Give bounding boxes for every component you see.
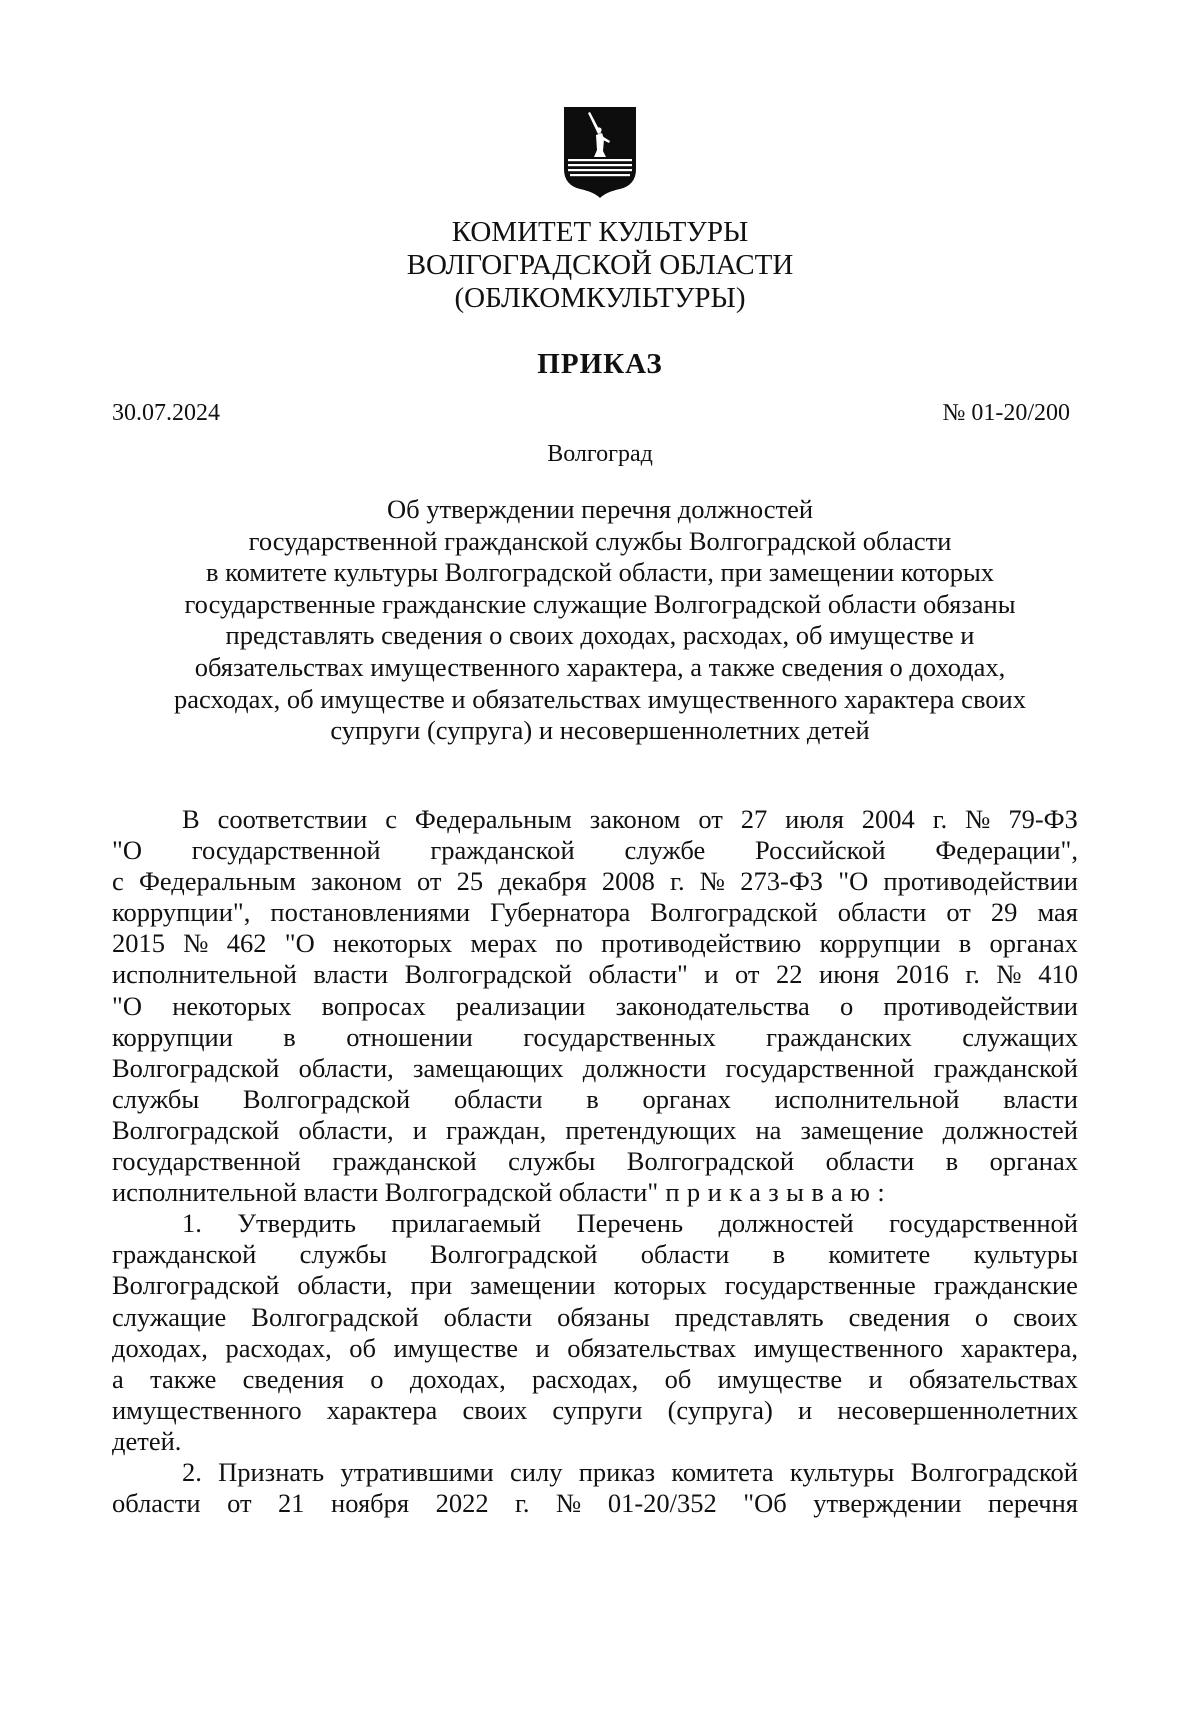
word: своих bbox=[462, 1394, 528, 1425]
word: служащих bbox=[962, 1021, 1078, 1052]
word: на bbox=[755, 1114, 782, 1145]
body-line bbox=[112, 1302, 1078, 1333]
word: г. bbox=[670, 866, 685, 897]
word: соответствии bbox=[217, 804, 368, 834]
body-line bbox=[112, 991, 1078, 1022]
body-line bbox=[112, 1488, 1078, 1519]
word: г. bbox=[515, 1488, 530, 1519]
word: от bbox=[416, 866, 442, 897]
word: "О bbox=[112, 835, 142, 866]
word: коррупции", bbox=[112, 897, 251, 928]
word: 1. bbox=[182, 1208, 202, 1239]
body-line bbox=[112, 804, 1078, 835]
word: "О bbox=[284, 928, 315, 959]
word: 2015 bbox=[112, 928, 165, 959]
word: законом bbox=[589, 804, 681, 834]
word: коррупции bbox=[819, 928, 941, 959]
word: исполнительной bbox=[112, 959, 297, 990]
word: мерах bbox=[470, 928, 538, 959]
body-line bbox=[112, 928, 1078, 959]
word: 273-ФЗ bbox=[740, 866, 824, 897]
body-line bbox=[112, 835, 1078, 866]
body-line bbox=[112, 1022, 1078, 1053]
body-line bbox=[112, 1333, 1078, 1364]
word: Перечень bbox=[576, 1208, 684, 1239]
word: области, bbox=[298, 1052, 394, 1083]
word: Волгоградской bbox=[242, 1083, 411, 1114]
word: 2. bbox=[182, 1456, 202, 1487]
word: 25 bbox=[456, 866, 484, 897]
word: о bbox=[839, 990, 854, 1021]
title-line: представлять сведения о своих доходах, расходах, об имуществе и bbox=[225, 620, 975, 651]
word: Волгоградской bbox=[112, 1270, 280, 1301]
word: исполнительной bbox=[774, 1083, 960, 1114]
word: замещающих bbox=[412, 1052, 564, 1083]
word: Волгоградской bbox=[430, 1239, 598, 1270]
word: 462 bbox=[226, 928, 267, 959]
word: Федеральным bbox=[414, 804, 572, 834]
word: также bbox=[150, 1363, 217, 1394]
body-line bbox=[112, 1457, 1078, 1488]
word: 2022 bbox=[435, 1488, 489, 1519]
organization-name bbox=[0, 216, 1200, 315]
word: комитете bbox=[828, 1239, 931, 1270]
word: приказ bbox=[578, 1456, 656, 1487]
word: государственной bbox=[191, 835, 381, 866]
word: мая bbox=[1037, 897, 1078, 928]
word: государственной bbox=[889, 1208, 1078, 1239]
body-line bbox=[112, 1084, 1078, 1115]
word: имущественного bbox=[112, 1394, 302, 1425]
word: в bbox=[958, 928, 972, 959]
word: должностей bbox=[942, 1114, 1078, 1145]
word: Федеральным bbox=[138, 866, 296, 897]
body-line bbox=[112, 1115, 1078, 1146]
word: 01-20/352 bbox=[607, 1488, 717, 1519]
word: гражданской bbox=[933, 1052, 1078, 1083]
word: должностей bbox=[718, 1208, 854, 1239]
word: гражданские bbox=[933, 1270, 1078, 1301]
word: утратившими bbox=[340, 1456, 494, 1487]
word: сведения bbox=[242, 1363, 344, 1394]
word: противодействию bbox=[601, 928, 802, 959]
word: области bbox=[825, 1146, 915, 1177]
word: 410 bbox=[1038, 959, 1078, 990]
word: расходах, bbox=[225, 1332, 332, 1363]
word: государственной bbox=[725, 1052, 915, 1083]
word: июля bbox=[785, 804, 844, 834]
word: отношении bbox=[346, 1021, 473, 1052]
title-line: обязательствах имущественного характера, а также сведения о доходах, bbox=[194, 651, 1006, 682]
body-line bbox=[112, 1270, 1078, 1301]
word: Волгоградской bbox=[626, 1146, 795, 1177]
word: области bbox=[443, 1301, 533, 1332]
document-body bbox=[112, 804, 1078, 1519]
word: 21 bbox=[278, 1488, 305, 1519]
word: службы bbox=[112, 1083, 200, 1114]
word: от bbox=[698, 804, 723, 834]
word: с bbox=[385, 804, 398, 834]
word: своих bbox=[1013, 1301, 1078, 1332]
word: постановлениями bbox=[270, 897, 471, 928]
word: гражданской bbox=[332, 1146, 477, 1177]
word: В bbox=[182, 804, 200, 834]
word: области, bbox=[297, 1270, 393, 1301]
word: прилагаемый bbox=[391, 1208, 542, 1239]
coat-of-arms-emblem bbox=[562, 105, 638, 199]
word: Утвердить bbox=[237, 1208, 356, 1239]
word: об bbox=[349, 1332, 376, 1363]
word: государственных bbox=[523, 1021, 716, 1052]
word: от bbox=[227, 1488, 252, 1519]
word: государственные bbox=[724, 1270, 916, 1301]
word: в bbox=[945, 1146, 959, 1177]
word: службы bbox=[508, 1146, 596, 1177]
word: культуры bbox=[973, 1239, 1078, 1270]
word: некоторых bbox=[333, 928, 453, 959]
word: 2004 bbox=[861, 804, 915, 834]
word: власти bbox=[1003, 1083, 1078, 1114]
word: области bbox=[453, 1083, 543, 1114]
word: Российской bbox=[755, 835, 886, 866]
word: которых bbox=[613, 1270, 707, 1301]
org-line: ВОЛГОГРАДСКОЙ ОБЛАСТИ bbox=[406, 249, 794, 281]
word: "О bbox=[112, 990, 142, 1021]
word: противодействии bbox=[883, 866, 1078, 897]
word: гражданской bbox=[430, 835, 575, 866]
title-line: в комитете культуры Волгоградской области, при замещении которых bbox=[205, 557, 995, 588]
word: органах bbox=[989, 928, 1078, 959]
word: характера, bbox=[960, 1332, 1078, 1363]
word: гражданских bbox=[766, 1021, 912, 1052]
word: в bbox=[772, 1239, 786, 1270]
word: должности bbox=[582, 1052, 707, 1083]
word: коррупции bbox=[112, 1021, 233, 1052]
word: по bbox=[555, 928, 583, 959]
word: Губернатора bbox=[490, 897, 631, 928]
word: законодательства bbox=[615, 990, 810, 1021]
word: Федерации", bbox=[935, 835, 1078, 866]
word: о bbox=[974, 1301, 989, 1332]
word: вопросах bbox=[321, 990, 426, 1021]
word: области" bbox=[588, 959, 688, 990]
word: г. bbox=[932, 804, 948, 834]
body-line bbox=[112, 1395, 1078, 1426]
word: противодействии bbox=[883, 990, 1078, 1021]
body-line bbox=[112, 1208, 1078, 1239]
title-line: Об утверждении перечня должностей bbox=[386, 494, 814, 524]
word: о bbox=[370, 1363, 384, 1394]
word: при bbox=[410, 1270, 453, 1301]
word: в bbox=[586, 1083, 599, 1114]
word: Волгоградской bbox=[251, 1301, 419, 1332]
word: декабря bbox=[498, 866, 587, 897]
org-line: (ОБЛКОМКУЛЬТУРЫ) bbox=[454, 282, 746, 314]
body-line bbox=[112, 959, 1078, 990]
word: а bbox=[112, 1363, 124, 1394]
word: г. bbox=[965, 959, 980, 990]
word: характера bbox=[326, 1394, 438, 1425]
word: реализации bbox=[455, 990, 586, 1021]
body-line bbox=[112, 897, 1078, 928]
word: и bbox=[535, 1332, 550, 1363]
word: № bbox=[996, 959, 1022, 990]
word: 2016 bbox=[895, 959, 949, 990]
item1-last-line: детей. bbox=[112, 1425, 182, 1456]
word: обязательствах bbox=[908, 1363, 1078, 1394]
word: культуры bbox=[789, 1456, 895, 1487]
word: 2008 bbox=[601, 866, 655, 897]
word: Волгоградской bbox=[112, 1052, 280, 1083]
body-line bbox=[112, 1177, 1078, 1208]
word: и bbox=[798, 1394, 813, 1425]
word: сведения bbox=[848, 1301, 950, 1332]
word: расходах, bbox=[532, 1363, 639, 1394]
order-word: приказываю: bbox=[665, 1177, 893, 1208]
word: Волгоградской bbox=[404, 959, 572, 990]
word: № bbox=[699, 866, 726, 897]
word: замещении bbox=[470, 1270, 596, 1301]
word: комитета bbox=[671, 1456, 774, 1487]
word: службы bbox=[299, 1239, 387, 1270]
org-line: КОМИТЕТ КУЛЬТУРЫ bbox=[451, 216, 749, 248]
document-number: № 01-20/200 bbox=[942, 400, 1070, 426]
word: обязаны bbox=[557, 1301, 650, 1332]
document-city: Волгоград bbox=[547, 441, 653, 467]
word: силу bbox=[510, 1456, 563, 1487]
title-line: расходах, об имуществе и обязательствах имущественного характера своих bbox=[174, 683, 1026, 714]
word: Признать bbox=[218, 1456, 325, 1487]
document-type: ПРИКАЗ bbox=[537, 348, 663, 380]
word: области bbox=[112, 1488, 201, 1519]
word: Волгоградской bbox=[910, 1456, 1078, 1487]
word: доходах, bbox=[112, 1332, 208, 1363]
word: утверждении bbox=[813, 1488, 962, 1519]
word: 79-ФЗ bbox=[1008, 804, 1078, 834]
word: законом bbox=[311, 866, 402, 897]
word: имуществе bbox=[393, 1332, 518, 1363]
document-title bbox=[0, 494, 1200, 747]
word: № bbox=[556, 1488, 582, 1519]
word: представлять bbox=[674, 1301, 824, 1332]
word: несовершеннолетних bbox=[837, 1394, 1078, 1425]
word: 27 bbox=[740, 804, 768, 834]
word: 29 bbox=[990, 897, 1018, 928]
title-line: государственные гражданские служащие Волгоградской области обязаны bbox=[184, 588, 1016, 619]
word: "О bbox=[838, 866, 869, 897]
word: некоторых bbox=[172, 990, 292, 1021]
word: области, bbox=[298, 1114, 394, 1145]
word: июня bbox=[819, 959, 880, 990]
word: государственной bbox=[112, 1146, 301, 1177]
word: и bbox=[868, 1363, 883, 1394]
word: от bbox=[735, 959, 760, 990]
word: (супруга) bbox=[667, 1394, 773, 1425]
word: доходах, bbox=[409, 1363, 506, 1394]
body-line bbox=[112, 1426, 1078, 1457]
word: супруги bbox=[552, 1394, 643, 1425]
body-line bbox=[112, 1239, 1078, 1270]
word: Волгоградской bbox=[112, 1114, 280, 1145]
word: власти bbox=[313, 959, 389, 990]
body-line bbox=[112, 1053, 1078, 1084]
word: замещение bbox=[800, 1114, 924, 1145]
word: перечня bbox=[987, 1488, 1078, 1519]
word: граждан, bbox=[446, 1114, 547, 1145]
word: об bbox=[664, 1363, 692, 1394]
word: гражданской bbox=[112, 1239, 257, 1270]
word: службе bbox=[624, 835, 706, 866]
word: области bbox=[837, 897, 927, 928]
title-line: государственной гражданской службы Волгоградской области bbox=[248, 525, 952, 556]
word: ноября bbox=[331, 1488, 410, 1519]
word: претендующих bbox=[565, 1114, 737, 1145]
word: органах bbox=[989, 1146, 1078, 1177]
word: "Об bbox=[743, 1488, 787, 1519]
document-date: 30.07.2024 bbox=[112, 400, 220, 426]
title-line: супруги (супруга) и несовершеннолетних детей bbox=[330, 715, 870, 746]
word: 22 bbox=[776, 959, 803, 990]
preamble-last-line: исполнительной власти Волгоградской области" bbox=[112, 1177, 659, 1208]
word: служащие bbox=[112, 1301, 227, 1332]
word: имуществе bbox=[717, 1363, 843, 1394]
word: в bbox=[283, 1021, 296, 1052]
body-line bbox=[112, 1364, 1078, 1395]
word: имущественного bbox=[753, 1332, 944, 1363]
word: с bbox=[112, 866, 124, 897]
word: области bbox=[640, 1239, 730, 1270]
word: и bbox=[412, 1114, 427, 1145]
word: Волгоградской bbox=[650, 897, 818, 928]
word: от bbox=[946, 897, 971, 928]
word: № bbox=[183, 928, 209, 959]
word: № bbox=[965, 804, 991, 834]
word: и bbox=[704, 959, 719, 990]
body-line bbox=[112, 866, 1078, 897]
body-line bbox=[112, 1146, 1078, 1177]
word: обязательствах bbox=[567, 1332, 737, 1363]
word: органах bbox=[642, 1083, 731, 1114]
